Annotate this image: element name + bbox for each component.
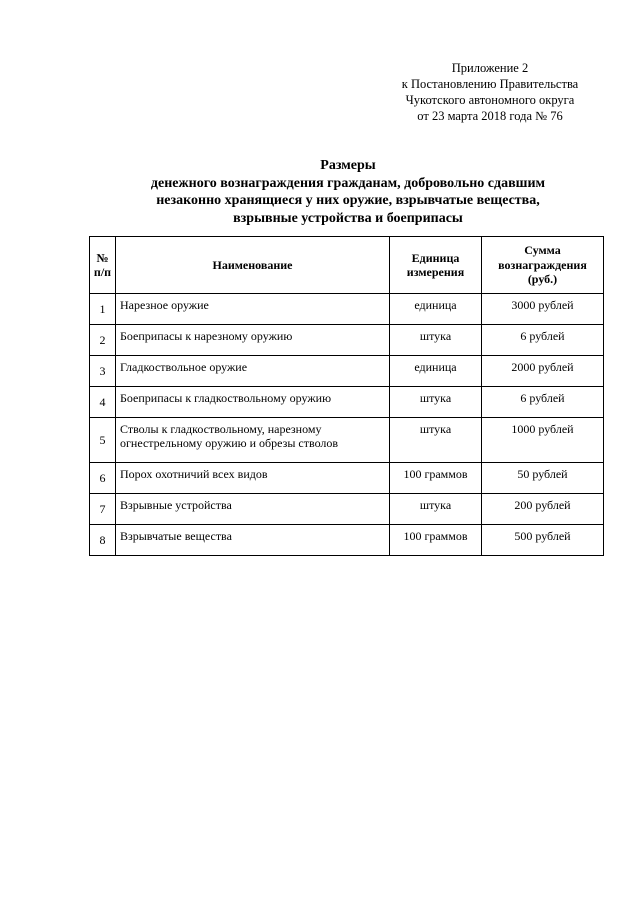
header-text: п/п — [93, 265, 112, 279]
appendix-line: Чукотского автономного округа — [405, 93, 575, 107]
header-amount — [482, 237, 604, 294]
row-name — [116, 418, 390, 463]
row-name: Взрывчатые вещества — [116, 525, 390, 556]
table-row — [90, 494, 604, 525]
row-unit: штука — [390, 325, 482, 356]
appendix-reference — [390, 60, 590, 124]
row-name: Порох охотничий всех видов — [116, 463, 390, 494]
row-amount: 500 рублей — [482, 525, 604, 556]
row-number: 4 — [90, 387, 116, 418]
table-row — [90, 525, 604, 556]
title-line: Размеры — [320, 158, 376, 173]
header-name — [116, 237, 390, 294]
table-row — [90, 325, 604, 356]
row-amount: 3000 рублей — [482, 294, 604, 325]
row-name: Боеприпасы к гладкоствольному оружию — [116, 387, 390, 418]
row-unit: 100 граммов — [390, 525, 482, 556]
header-text: (руб.) — [527, 272, 558, 287]
row-unit: единица — [390, 356, 482, 387]
row-name-line: Стволы к гладкоствольному, нарезному — [120, 422, 322, 436]
row-unit: штука — [390, 387, 482, 418]
appendix-date-line: от 23 марта 2018 года № 76 — [417, 109, 563, 123]
table-row — [90, 356, 604, 387]
header-text: вознаграждения — [498, 257, 587, 272]
table-header-row — [90, 237, 604, 294]
table-row — [90, 294, 604, 325]
row-number: 7 — [90, 494, 116, 525]
header-number — [90, 237, 116, 294]
row-unit: единица — [390, 294, 482, 325]
row-name: Боеприпасы к нарезному оружию — [116, 325, 390, 356]
row-number: 2 — [90, 325, 116, 356]
row-unit: штука — [390, 418, 482, 463]
row-unit: 100 граммов — [390, 463, 482, 494]
rewards-table — [89, 236, 604, 556]
table-row — [90, 418, 604, 463]
title-line: денежного вознаграждения гражданам, добровольно сдавшим — [150, 175, 546, 191]
row-name-line: огнестрельному оружию и обрезы стволов — [120, 436, 339, 450]
row-number: 8 — [90, 525, 116, 556]
row-amount: 2000 рублей — [482, 356, 604, 387]
document-title — [90, 157, 606, 227]
row-number: 6 — [90, 463, 116, 494]
table-row — [90, 463, 604, 494]
row-unit: штука — [390, 494, 482, 525]
header-text: № — [96, 250, 109, 265]
row-name: Нарезное оружие — [116, 294, 390, 325]
header-text: Единица — [411, 250, 460, 265]
row-amount: 200 рублей — [482, 494, 604, 525]
row-number: 5 — [90, 418, 116, 463]
row-amount: 1000 рублей — [482, 418, 604, 463]
header-text: Сумма — [524, 243, 561, 258]
row-amount: 50 рублей — [482, 463, 604, 494]
row-number: 3 — [90, 356, 116, 387]
row-name: Гладкоствольное оружие — [116, 356, 390, 387]
appendix-line: Приложение 2 — [451, 61, 529, 75]
title-line: незаконно хранящиеся у них оружие, взрывчатые вещества, — [156, 193, 540, 208]
table-row — [90, 387, 604, 418]
title-line: взрывные устройства и боеприпасы — [233, 210, 463, 226]
row-number: 1 — [90, 294, 116, 325]
row-name: Взрывные устройства — [116, 494, 390, 525]
appendix-line: к Постановлению Правительства — [401, 77, 579, 91]
header-unit — [390, 237, 482, 294]
row-amount: 6 рублей — [482, 325, 604, 356]
row-amount: 6 рублей — [482, 387, 604, 418]
header-text: Наименование — [212, 257, 293, 272]
header-text: измерения — [406, 265, 465, 279]
